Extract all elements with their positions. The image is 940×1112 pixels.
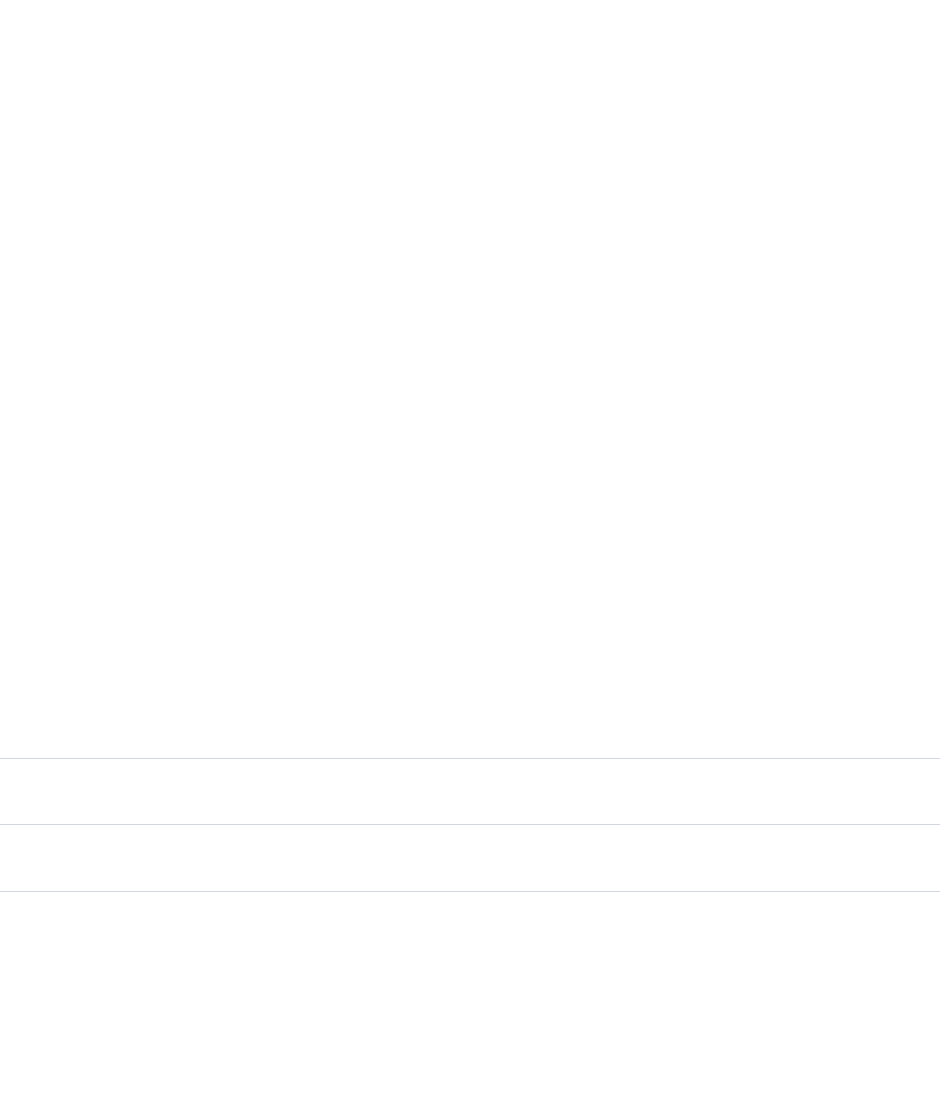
header-rpm <box>521 825 605 892</box>
header-operating-temperature <box>773 825 940 892</box>
header-power <box>605 825 689 892</box>
header-current <box>437 825 521 892</box>
motor-test-table-bottom <box>0 824 940 892</box>
test-note <box>0 758 940 824</box>
table-header-row <box>0 825 940 892</box>
header-thrust <box>269 825 353 892</box>
header-efficiency <box>689 825 773 892</box>
header-type <box>0 825 92 892</box>
header-voltage <box>353 825 437 892</box>
header-throttle <box>185 825 269 892</box>
header-propeller <box>92 825 185 892</box>
